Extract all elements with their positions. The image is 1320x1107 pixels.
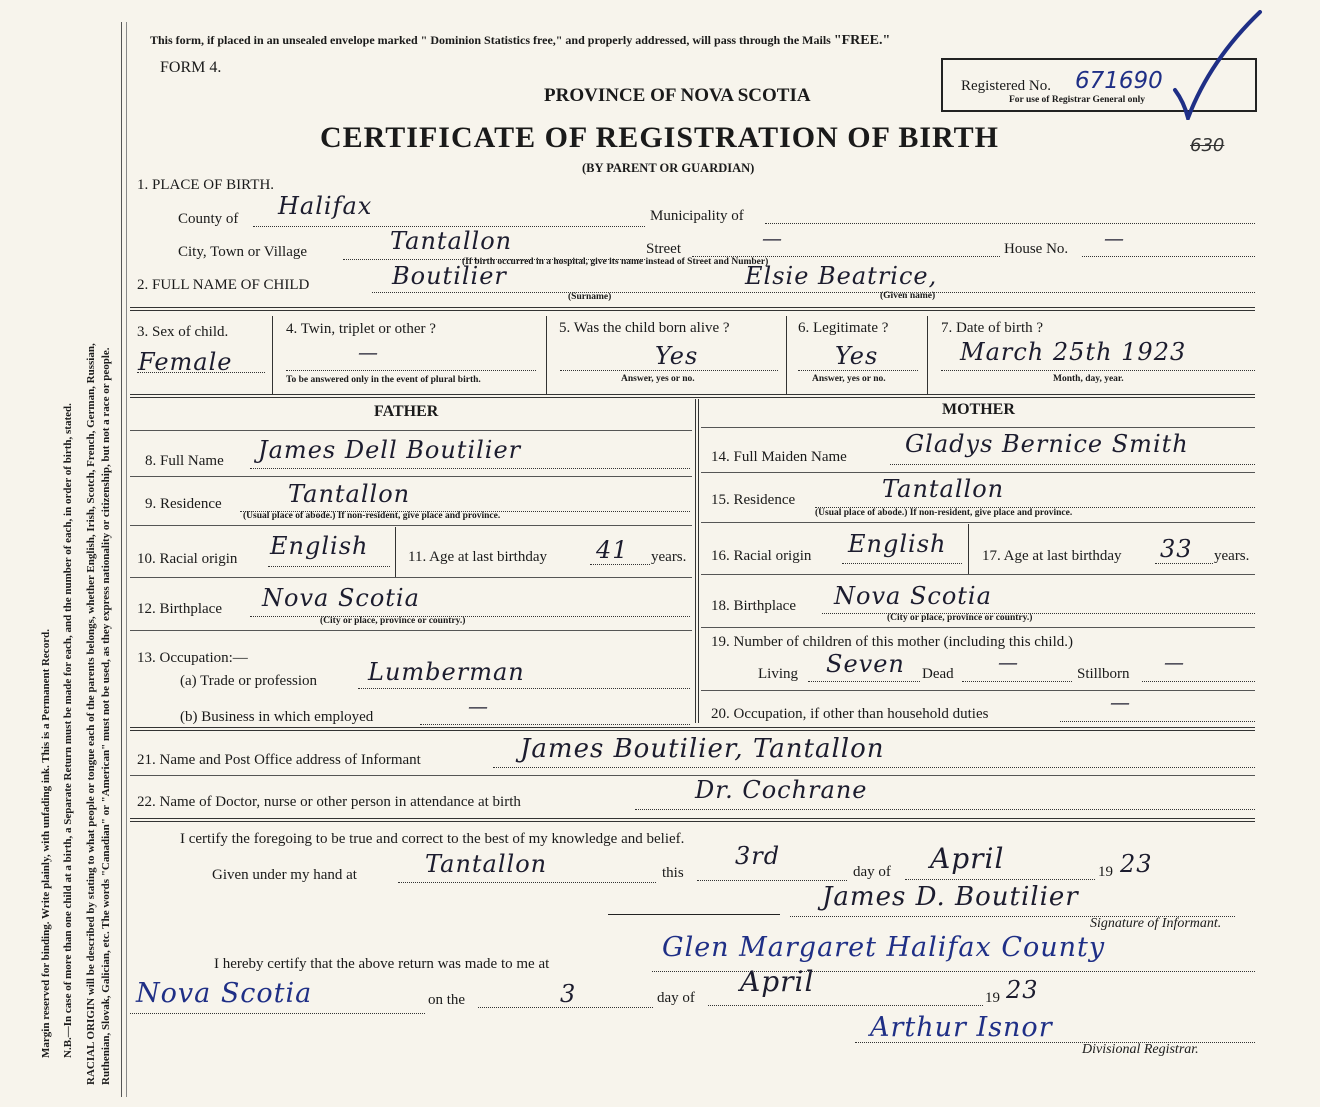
margin-note-4: Ruthenian, Slovak, Galician, etc. The words "Canadian" or "American" must not be used, as they express nationality or citizenship, but not a race or people.: [100, 347, 112, 1085]
given-month: April: [930, 842, 1005, 875]
father-name-value: James Dell Boutilier: [258, 436, 522, 464]
father-business-label: (b) Business in which employed: [180, 709, 374, 725]
signature-caption: Signature of Informant.: [1090, 916, 1222, 931]
registrar-dayof-label: day of: [657, 990, 695, 1006]
mother-race-label: 16. Racial origin: [711, 548, 812, 564]
margin-note-1: Margin reserved for binding. Write plainly, with unfading ink. This is a Permanent Record.: [40, 629, 52, 1058]
street-value: —: [762, 226, 783, 250]
mother-birthplace-label: 18. Birthplace: [711, 598, 796, 614]
mother-age-unit: years.: [1214, 548, 1250, 564]
living-label: Living: [758, 666, 798, 682]
registrar-signature: Arthur Isnor: [870, 1012, 1053, 1043]
father-age-unit: years.: [651, 549, 687, 565]
legitimate-label: 6. Legitimate ?: [798, 320, 889, 336]
stillborn-label: Stillborn: [1077, 666, 1130, 682]
registrar-place: Glen Margaret Halifax County: [662, 932, 1106, 963]
twin-value: —: [358, 340, 379, 364]
street-label: Street: [646, 241, 681, 257]
margin-note-3: RACIAL ORIGIN will be described by stating to what people or tongue each of the parents belongs, whether English, Irish, Scotch, French, German, Russian,: [85, 343, 97, 1085]
mother-birthplace-note: (City or place, province or country.): [887, 613, 1033, 623]
father-race-label: 10. Racial origin: [137, 551, 238, 567]
mother-heading: MOTHER: [942, 401, 1015, 418]
certify-statement: I certify the foregoing to be true and correct to the best of my knowledge and belief.: [180, 831, 685, 847]
mother-residence-note: (Usual place of abode.) If non-resident, give place and province.: [815, 508, 1073, 518]
father-trade-label: (a) Trade or profession: [180, 673, 318, 689]
legitimate-value: Yes: [835, 342, 879, 370]
mother-residence-label: 15. Residence: [711, 492, 796, 508]
mother-age-value: 33: [1160, 535, 1193, 563]
registrar-day: 3: [560, 980, 577, 1008]
doctor-label: 22. Name of Doctor, nurse or other person in attendance at birth: [137, 794, 521, 810]
father-heading: FATHER: [374, 403, 439, 420]
informant-signature: James D. Boutilier: [822, 882, 1079, 912]
house-label: House No.: [1004, 241, 1069, 257]
stillborn-value: —: [1164, 650, 1185, 674]
child-name-label: 2. FULL NAME OF CHILD: [137, 277, 310, 293]
margin-note-2: N.B.—In case of more than one child at a birth, a Separate Return must be made for each, and the number of each, in order of birth, stated.: [62, 403, 74, 1058]
mother-birthplace-value: Nova Scotia: [834, 582, 992, 610]
municipality-label: Municipality of: [650, 208, 744, 224]
alive-note: Answer, yes or no.: [621, 374, 695, 384]
father-residence-note: (Usual place of abode.) If non-resident, give place and province.: [243, 511, 501, 521]
child-given-name: Elsie Beatrice,: [745, 262, 938, 290]
dead-value: —: [998, 650, 1019, 674]
sex-value: Female: [138, 348, 233, 376]
dead-label: Dead: [922, 666, 954, 682]
mother-residence-value: Tantallon: [882, 475, 1005, 503]
registrar-statement: I hereby certify that the above return was made to me at: [214, 956, 550, 972]
given-day: 3rd: [735, 842, 781, 870]
onthe-label: on the: [428, 992, 466, 1008]
father-business-value: —: [468, 694, 489, 718]
legitimate-note: Answer, yes or no.: [812, 374, 886, 384]
house-value: —: [1104, 226, 1125, 250]
page-subtitle: (BY PARENT OR GUARDIAN): [582, 161, 755, 175]
margin-rule: [121, 22, 122, 1097]
living-value: Seven: [826, 650, 905, 678]
mother-race-value: English: [848, 530, 947, 558]
city-label: City, Town or Village: [178, 244, 308, 260]
father-occupation-label: 13. Occupation:—: [137, 650, 248, 666]
dob-note: Month, day, year.: [1053, 374, 1124, 384]
father-age-label: 11. Age at last birthday: [408, 549, 547, 565]
this-label: this: [662, 865, 684, 881]
father-name-label: 8. Full Name: [145, 453, 224, 469]
given-label: Given under my hand at: [212, 867, 357, 883]
given-year-prefix: 19: [1098, 864, 1113, 880]
registered-label: Registered No.: [961, 78, 1051, 94]
mother-occupation-label: 20. Occupation, if other than household duties: [711, 706, 989, 722]
sex-label: 3. Sex of child.: [137, 324, 229, 340]
father-race-value: English: [270, 532, 369, 560]
mother-age-label: 17. Age at last birthday: [982, 548, 1122, 564]
surname-caption: (Surname): [568, 292, 612, 302]
dob-label: 7. Date of birth ?: [941, 320, 1044, 336]
informant-value: James Boutilier, Tantallon: [520, 734, 885, 764]
registrar-year-prefix: 19: [985, 990, 1000, 1006]
city-value: Tantallon: [390, 227, 513, 255]
county-value: Halifax: [278, 192, 373, 220]
county-label: County of: [178, 211, 239, 227]
father-residence-label: 9. Residence: [145, 496, 222, 512]
mother-children-label: 19. Number of children of this mother (including this child.): [711, 634, 1074, 650]
registrar-place-2: Nova Scotia: [136, 978, 313, 1009]
postal-note: This form, if placed in an unsealed envelope marked " Dominion Statistics free," and properly addressed, will pass through the Mails "FREE.": [150, 33, 891, 48]
alive-value: Yes: [655, 342, 699, 370]
page-title: CERTIFICATE OF REGISTRATION OF BIRTH: [320, 121, 999, 154]
child-surname: Boutilier: [392, 262, 507, 290]
place-heading: 1. PLACE OF BIRTH.: [137, 177, 275, 193]
form-number: FORM 4.: [160, 59, 222, 76]
informant-label: 21. Name and Post Office address of Informant: [137, 752, 421, 768]
mother-name-label: 14. Full Maiden Name: [711, 449, 847, 465]
corner-mark: 630: [1190, 135, 1225, 156]
given-place: Tantallon: [425, 850, 548, 878]
twin-label: 4. Twin, triplet or other ?: [286, 321, 436, 337]
alive-label: 5. Was the child born alive ?: [559, 320, 730, 336]
given-caption: (Given name): [880, 291, 936, 301]
given-year: 23: [1120, 850, 1153, 878]
twin-note: To be answered only in the event of plural birth.: [286, 375, 481, 385]
mother-occupation-value: —: [1110, 690, 1131, 714]
registrar-month: April: [740, 965, 815, 998]
margin-rule-2: [126, 22, 127, 1097]
father-trade-value: Lumberman: [368, 658, 525, 686]
mother-name-value: Gladys Bernice Smith: [905, 430, 1189, 458]
registrar-use: For use of Registrar General only: [1009, 95, 1146, 105]
doctor-value: Dr. Cochrane: [695, 776, 868, 804]
father-birthplace-value: Nova Scotia: [262, 584, 420, 612]
father-birthplace-label: 12. Birthplace: [137, 601, 222, 617]
registered-number: 671690: [1075, 68, 1163, 94]
dob-value: March 25th 1923: [960, 338, 1187, 366]
province-heading: PROVINCE OF NOVA SCOTIA: [544, 85, 811, 106]
dayof-label: day of: [853, 864, 891, 880]
registrar-year: 23: [1006, 976, 1039, 1004]
check-mark: [1170, 10, 1270, 120]
registrar-caption: Divisional Registrar.: [1082, 1042, 1199, 1057]
father-age-value: 41: [596, 536, 629, 564]
father-birthplace-note: (City or place, province or country.): [320, 616, 466, 626]
father-residence-value: Tantallon: [288, 480, 411, 508]
hospital-note: (If birth occurred in a hospital, give its name instead of Street and Number): [462, 257, 769, 267]
